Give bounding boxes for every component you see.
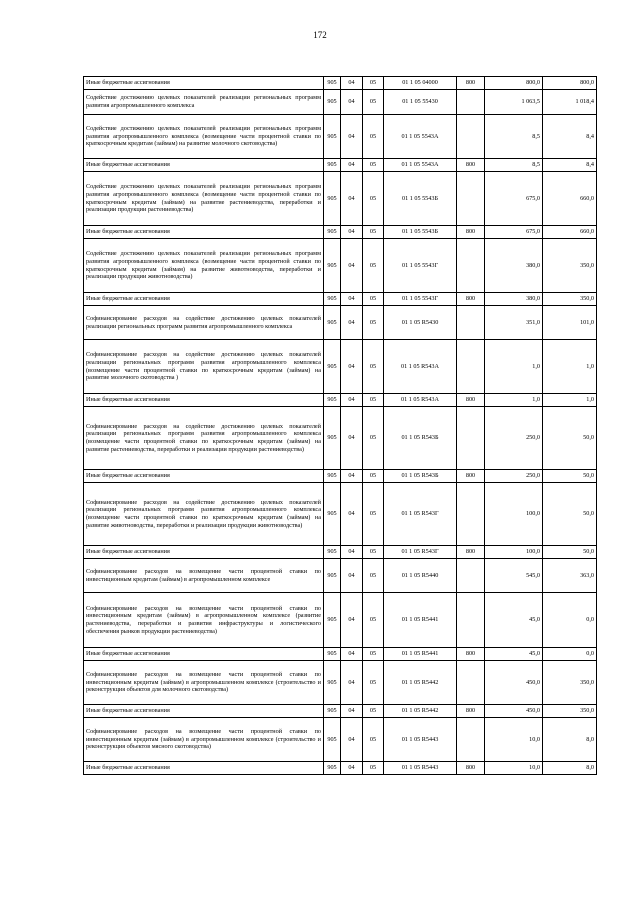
- amount-year1-cell: 10,0: [485, 762, 543, 775]
- table-row: [84, 172, 597, 226]
- subsection-code-cell: 05: [363, 661, 384, 705]
- amount-year2-cell: 0,0: [543, 593, 597, 648]
- target-article-cell: 01 1 05 5543Б: [384, 226, 457, 239]
- subsection-code-cell: 05: [363, 306, 384, 340]
- section-code-cell: 04: [341, 159, 363, 172]
- section-code-cell: 04: [341, 546, 363, 559]
- expense-type-cell: 800: [457, 705, 485, 718]
- amount-year2-cell: 101,0: [543, 306, 597, 340]
- row-name-cell: Иные бюджетные ассигнования: [84, 226, 324, 239]
- subsection-code-cell: 05: [363, 593, 384, 648]
- section-code-cell: 04: [341, 340, 363, 394]
- target-article-cell: 01 1 05 04000: [384, 77, 457, 90]
- table-row: [84, 470, 597, 483]
- target-article-cell: 01 1 05 R543Б: [384, 470, 457, 483]
- target-article-cell: 01 1 05 R543Б: [384, 407, 457, 470]
- target-article-cell: 01 1 05 R543Г: [384, 483, 457, 546]
- subsection-code-cell: 05: [363, 407, 384, 470]
- section-code-cell: 04: [341, 648, 363, 661]
- expense-type-cell: [457, 172, 485, 226]
- row-name-cell: Содействие достижению целевых показателей реализации региональных программ развития агропромышленного комплекса (возмещение части процентной ставки по краткосрочным кредитам (займам) на развитие животноводства, переработки и реализации продукции животноводства): [84, 239, 324, 293]
- subsection-code-cell: 05: [363, 705, 384, 718]
- amount-year2-cell: 350,0: [543, 239, 597, 293]
- section-code-cell: 04: [341, 407, 363, 470]
- row-name-cell: Софинансирование расходов на возмещение части процентной ставки по инвестиционным кредитам (займам) в агропромышленном комплексе: [84, 559, 324, 593]
- section-code-cell: 04: [341, 90, 363, 115]
- amount-year1-cell: 45,0: [485, 648, 543, 661]
- amount-year1-cell: 1 063,5: [485, 90, 543, 115]
- amount-year1-cell: 100,0: [485, 546, 543, 559]
- section-code-cell: 04: [341, 394, 363, 407]
- subsection-code-cell: 05: [363, 90, 384, 115]
- amount-year1-cell: 545,0: [485, 559, 543, 593]
- amount-year2-cell: 8,0: [543, 762, 597, 775]
- ministry-code-cell: 905: [324, 394, 341, 407]
- target-article-cell: 01 1 05 R5443: [384, 762, 457, 775]
- target-article-cell: 01 1 05 55430: [384, 90, 457, 115]
- section-code-cell: 04: [341, 470, 363, 483]
- row-name-cell: Содействие достижению целевых показателей реализации региональных программ развития агропромышленного комплекса (возмещение части процентной ставки по краткосрочным кредитам (займам) на развитие молочного скотоводства): [84, 115, 324, 159]
- amount-year2-cell: 660,0: [543, 172, 597, 226]
- amount-year1-cell: 100,0: [485, 483, 543, 546]
- expense-type-cell: [457, 306, 485, 340]
- ministry-code-cell: 905: [324, 293, 341, 306]
- subsection-code-cell: 05: [363, 559, 384, 593]
- amount-year2-cell: 363,0: [543, 559, 597, 593]
- expense-type-cell: 800: [457, 648, 485, 661]
- ministry-code-cell: 905: [324, 77, 341, 90]
- table-row: [84, 705, 597, 718]
- ministry-code-cell: 905: [324, 115, 341, 159]
- ministry-code-cell: 905: [324, 407, 341, 470]
- table-row: [84, 762, 597, 775]
- ministry-code-cell: 905: [324, 159, 341, 172]
- amount-year1-cell: 10,0: [485, 718, 543, 762]
- ministry-code-cell: 905: [324, 648, 341, 661]
- row-name-cell: Иные бюджетные ассигнования: [84, 394, 324, 407]
- amount-year1-cell: 8,5: [485, 115, 543, 159]
- subsection-code-cell: 05: [363, 394, 384, 407]
- amount-year1-cell: 1,0: [485, 340, 543, 394]
- subsection-code-cell: 05: [363, 470, 384, 483]
- expense-type-cell: 800: [457, 293, 485, 306]
- ministry-code-cell: 905: [324, 90, 341, 115]
- ministry-code-cell: 905: [324, 559, 341, 593]
- table-row: [84, 293, 597, 306]
- expense-type-cell: [457, 593, 485, 648]
- amount-year1-cell: 45,0: [485, 593, 543, 648]
- amount-year1-cell: 250,0: [485, 407, 543, 470]
- ministry-code-cell: 905: [324, 661, 341, 705]
- row-name-cell: Иные бюджетные ассигнования: [84, 762, 324, 775]
- expense-type-cell: [457, 407, 485, 470]
- subsection-code-cell: 05: [363, 718, 384, 762]
- expense-type-cell: [457, 340, 485, 394]
- ministry-code-cell: 905: [324, 762, 341, 775]
- row-name-cell: Иные бюджетные ассигнования: [84, 159, 324, 172]
- ministry-code-cell: 905: [324, 226, 341, 239]
- subsection-code-cell: 05: [363, 115, 384, 159]
- table-row: [84, 648, 597, 661]
- target-article-cell: 01 1 05 R543Г: [384, 546, 457, 559]
- subsection-code-cell: 05: [363, 159, 384, 172]
- ministry-code-cell: 905: [324, 340, 341, 394]
- budget-table: [83, 76, 597, 775]
- subsection-code-cell: 05: [363, 293, 384, 306]
- expense-type-cell: 800: [457, 159, 485, 172]
- target-article-cell: 01 1 05 R5430: [384, 306, 457, 340]
- table-row: [84, 546, 597, 559]
- row-name-cell: Софинансирование расходов на возмещение части процентной ставки по инвестиционным кредитам (займам) в агропромышленном комплексе (строительство и реконструкция объектов для молочного скотоводства): [84, 661, 324, 705]
- amount-year1-cell: 1,0: [485, 394, 543, 407]
- expense-type-cell: [457, 559, 485, 593]
- subsection-code-cell: 05: [363, 762, 384, 775]
- target-article-cell: 01 1 05 5543А: [384, 159, 457, 172]
- expense-type-cell: 800: [457, 226, 485, 239]
- amount-year1-cell: 800,0: [485, 77, 543, 90]
- target-article-cell: 01 1 05 R5442: [384, 661, 457, 705]
- row-name-cell: Софинансирование расходов на содействие достижению целевых показателей реализации региональных программ развития агропромышленного комплекса (возмещение части процентной ставки по краткосрочным кредитам (займам) на развитие растениеводства, переработки и реализации продукции растениеводства): [84, 407, 324, 470]
- table-row: [84, 559, 597, 593]
- amount-year2-cell: 50,0: [543, 483, 597, 546]
- table-row: [84, 593, 597, 648]
- table-row: [84, 159, 597, 172]
- amount-year1-cell: 380,0: [485, 293, 543, 306]
- table-row: [84, 407, 597, 470]
- table-row: [84, 90, 597, 115]
- section-code-cell: 04: [341, 718, 363, 762]
- expense-type-cell: [457, 483, 485, 546]
- amount-year2-cell: 0,0: [543, 648, 597, 661]
- section-code-cell: 04: [341, 239, 363, 293]
- section-code-cell: 04: [341, 293, 363, 306]
- expense-type-cell: 800: [457, 77, 485, 90]
- section-code-cell: 04: [341, 226, 363, 239]
- row-name-cell: Софинансирование расходов на содействие достижению целевых показателей реализации региональных программ развития агропромышленного комплекса (возмещение части процентной ставки по краткосрочным кредитам (займам) на развитие молочного скотоводства ): [84, 340, 324, 394]
- amount-year1-cell: 380,0: [485, 239, 543, 293]
- row-name-cell: Иные бюджетные ассигнования: [84, 705, 324, 718]
- subsection-code-cell: 05: [363, 483, 384, 546]
- table-row: [84, 661, 597, 705]
- section-code-cell: 04: [341, 593, 363, 648]
- ministry-code-cell: 905: [324, 470, 341, 483]
- subsection-code-cell: 05: [363, 546, 384, 559]
- expense-type-cell: 800: [457, 470, 485, 483]
- amount-year2-cell: 1,0: [543, 340, 597, 394]
- expense-type-cell: [457, 718, 485, 762]
- section-code-cell: 04: [341, 483, 363, 546]
- ministry-code-cell: 905: [324, 306, 341, 340]
- page-number: 172: [313, 30, 327, 40]
- amount-year2-cell: 50,0: [543, 407, 597, 470]
- section-code-cell: 04: [341, 762, 363, 775]
- expense-type-cell: 800: [457, 546, 485, 559]
- table-row: [84, 394, 597, 407]
- amount-year2-cell: 1 018,4: [543, 90, 597, 115]
- ministry-code-cell: 905: [324, 593, 341, 648]
- section-code-cell: 04: [341, 705, 363, 718]
- table-row: [84, 115, 597, 159]
- row-name-cell: Иные бюджетные ассигнования: [84, 293, 324, 306]
- expense-type-cell: [457, 661, 485, 705]
- amount-year1-cell: 675,0: [485, 226, 543, 239]
- row-name-cell: Иные бюджетные ассигнования: [84, 546, 324, 559]
- amount-year2-cell: 1,0: [543, 394, 597, 407]
- row-name-cell: Содействие достижению целевых показателей реализации региональных программ развития агропромышленного комплекса (возмещение части процентной ставки по краткосрочным кредитам (займам) на развитие растениеводства, переработки и реализации продукции растениеводства): [84, 172, 324, 226]
- row-name-cell: Иные бюджетные ассигнования: [84, 77, 324, 90]
- section-code-cell: 04: [341, 661, 363, 705]
- section-code-cell: 04: [341, 77, 363, 90]
- row-name-cell: Иные бюджетные ассигнования: [84, 648, 324, 661]
- ministry-code-cell: 905: [324, 239, 341, 293]
- subsection-code-cell: 05: [363, 172, 384, 226]
- target-article-cell: 01 1 05 R543А: [384, 394, 457, 407]
- amount-year2-cell: 8,4: [543, 115, 597, 159]
- table-row: [84, 483, 597, 546]
- target-article-cell: 01 1 05 5543Г: [384, 239, 457, 293]
- table-row: [84, 718, 597, 762]
- amount-year2-cell: 50,0: [543, 470, 597, 483]
- row-name-cell: Софинансирование расходов на содействие достижению целевых показателей реализации региональных программ развития агропромышленного комплекса (возмещение части процентной ставки по краткосрочным кредитам (займам) на развитие животноводства, переработки и реализации продукции животноводства): [84, 483, 324, 546]
- subsection-code-cell: 05: [363, 340, 384, 394]
- amount-year2-cell: 350,0: [543, 293, 597, 306]
- ministry-code-cell: 905: [324, 483, 341, 546]
- amount-year1-cell: 250,0: [485, 470, 543, 483]
- expense-type-cell: 800: [457, 762, 485, 775]
- amount-year1-cell: 450,0: [485, 705, 543, 718]
- target-article-cell: 01 1 05 R5440: [384, 559, 457, 593]
- row-name-cell: Содействие достижению целевых показателей реализации региональных программ развития агропромышленного комплекса: [84, 90, 324, 115]
- amount-year2-cell: 8,4: [543, 159, 597, 172]
- section-code-cell: 04: [341, 115, 363, 159]
- subsection-code-cell: 05: [363, 239, 384, 293]
- section-code-cell: 04: [341, 306, 363, 340]
- table-row: [84, 226, 597, 239]
- amount-year2-cell: 50,0: [543, 546, 597, 559]
- amount-year1-cell: 351,0: [485, 306, 543, 340]
- ministry-code-cell: 905: [324, 172, 341, 226]
- target-article-cell: 01 1 05 R5442: [384, 705, 457, 718]
- amount-year1-cell: 450,0: [485, 661, 543, 705]
- subsection-code-cell: 05: [363, 77, 384, 90]
- target-article-cell: 01 1 05 R5441: [384, 648, 457, 661]
- amount-year2-cell: 800,0: [543, 77, 597, 90]
- amount-year2-cell: 350,0: [543, 705, 597, 718]
- table-row: [84, 306, 597, 340]
- target-article-cell: 01 1 05 R5441: [384, 593, 457, 648]
- amount-year2-cell: 350,0: [543, 661, 597, 705]
- ministry-code-cell: 905: [324, 546, 341, 559]
- target-article-cell: 01 1 05 5543А: [384, 115, 457, 159]
- row-name-cell: Иные бюджетные ассигнования: [84, 470, 324, 483]
- table-row: [84, 77, 597, 90]
- expense-type-cell: [457, 90, 485, 115]
- amount-year2-cell: 660,0: [543, 226, 597, 239]
- target-article-cell: 01 1 05 R543А: [384, 340, 457, 394]
- amount-year1-cell: 8,5: [485, 159, 543, 172]
- subsection-code-cell: 05: [363, 226, 384, 239]
- table-row: [84, 239, 597, 293]
- ministry-code-cell: 905: [324, 718, 341, 762]
- target-article-cell: 01 1 05 R5443: [384, 718, 457, 762]
- table-row: [84, 340, 597, 394]
- section-code-cell: 04: [341, 172, 363, 226]
- target-article-cell: 01 1 05 5543Б: [384, 172, 457, 226]
- row-name-cell: Софинансирование расходов на содействие достижению целевых показателей реализации региональных программ развития агропромышленного комплекса: [84, 306, 324, 340]
- expense-type-cell: [457, 239, 485, 293]
- target-article-cell: 01 1 05 5543Г: [384, 293, 457, 306]
- amount-year1-cell: 675,0: [485, 172, 543, 226]
- amount-year2-cell: 8,0: [543, 718, 597, 762]
- expense-type-cell: 800: [457, 394, 485, 407]
- subsection-code-cell: 05: [363, 648, 384, 661]
- row-name-cell: Софинансирование расходов на возмещение части процентной ставки по инвестиционным кредитам (займам) в агропромышленном комплексе (строительство и реконструкция объектов мясного скотоводства): [84, 718, 324, 762]
- ministry-code-cell: 905: [324, 705, 341, 718]
- section-code-cell: 04: [341, 559, 363, 593]
- row-name-cell: Софинансирование расходов на возмещение части процентной ставки по инвестиционным кредитам (займам) в агропромышленном комплексе (развитие растениеводства, переработки и развития инфраструктуры и логистического обеспечения рынков продукции растениеводства): [84, 593, 324, 648]
- expense-type-cell: [457, 115, 485, 159]
